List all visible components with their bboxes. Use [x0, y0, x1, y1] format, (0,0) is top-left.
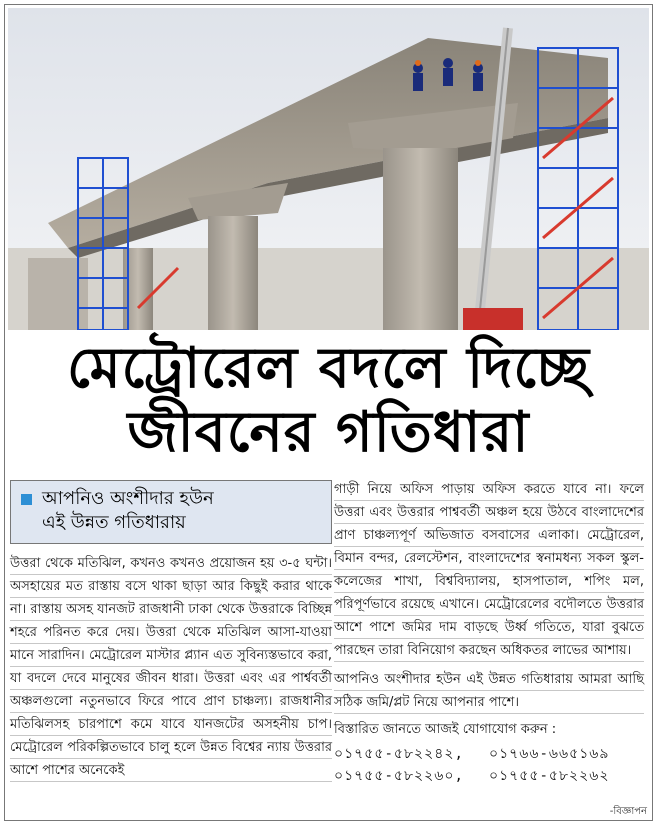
phone-list: [334, 743, 644, 787]
advertisement-tag: -বিজ্ঞাপন: [609, 806, 647, 817]
closing-text: আপনিও অংশীদার হউন এই উন্নত গতিধারায় আমরা আছি সঠিক জমি/প্লট নিয়ে আপনার পাশে।: [334, 668, 644, 714]
left-column: [10, 480, 332, 782]
phone-number: ০১৭৫৫-৫৮২২৪২,: [334, 746, 464, 762]
headline: [8, 336, 649, 464]
headline-line-2: জীবনের গতিধারা: [127, 399, 530, 465]
right-body-text: গাড়ী নিয়ে অফিস পাড়ায় অফিস করতে যাবে না। ফলে উত্তরা এবং উত্তরার পাশ্ববর্তী অঞ্চল হয়ে উঠবে বাংলাদেশের প্রাণ চাঞ্চল্যপূর্ণ অভিজাত বসবাসের এলাকা। মেট্রোরেল, বিমান বন্দর, রেলস্টেশন, বাংলাদেশের স্বনামধন্য সকল স্কুল-কলেজের শাখা, বিশ্ববিদ্যালয়, হাসপাতাল, শপিং মল, পরিপূর্ণভাবে রয়েছে এখানে। মেট্রোরেলের বদৌলতে উত্তরার আশে পাশে জমির দাম বাড়ছে উর্ধ্ব গতিতে, যারা বুঝতে পারছেন তারা বিনিয়োগ করছেন অধিকতর লাভের আশায়।: [334, 478, 644, 662]
phone-number: ০১৭৬৬-৬৬৫১৬৯: [489, 746, 610, 762]
phone-number: ০১৭৫৫-৫৮২২৬২: [489, 768, 610, 784]
callout-line-2: এই উন্নত গতিধারায়: [42, 512, 186, 533]
metro-construction-photo: [8, 8, 649, 330]
phone-number: ০১৭৫৫-৫৮২২৬০,: [334, 768, 464, 784]
callout-box: [10, 480, 332, 544]
square-bullet-icon: [21, 494, 32, 505]
callout-line-1: আপনিও অংশীদার হউন: [42, 488, 214, 509]
right-column: [334, 478, 644, 787]
contact-label: বিস্তারিত জানতে আজই যোগাযোগ করুন :: [334, 722, 557, 737]
left-body-text: উত্তরা থেকে মতিঝিল, কখনও কখনও প্রয়োজন হয় ৩-৫ ঘন্টা। অসহায়ের মত রাস্তায় বসে থাকা ছাড়া আর কিছুই করার থাকে না। রাস্তায় অসহ যানজট রাজধানী ঢাকা থেকে উত্তরাকে বিচ্ছিন্ন শহরে পরিনত করে দেয়। উত্তরা থেকে মতিঝিল আসা-যাওয়া মানে সারাদিন। মেট্রোরেল মাস্টার প্ল্যান এত সুবিন্যস্তভাবে করা, যা বদলে দেবে মানুষের জীবন ধারা। উত্তরা এবং এর পার্শ্ববর্তী অঞ্চলগুলো নতুনভাবে ফিরে পাবে প্রাণ চাঞ্চল্য। রাজধানীর মতিঝিলসহ চারপাশে কমে যাবে যানজটের অসহনীয় চাপ। মেট্রোরেল পরিকল্পিতভাবে চালু হলে উন্নত বিশ্বের ন্যায় উত্তরার আশে পাশের অনেকেই: [10, 552, 332, 782]
headline-line-1: মেট্রোরেল বদলে দিচ্ছে: [66, 335, 591, 401]
